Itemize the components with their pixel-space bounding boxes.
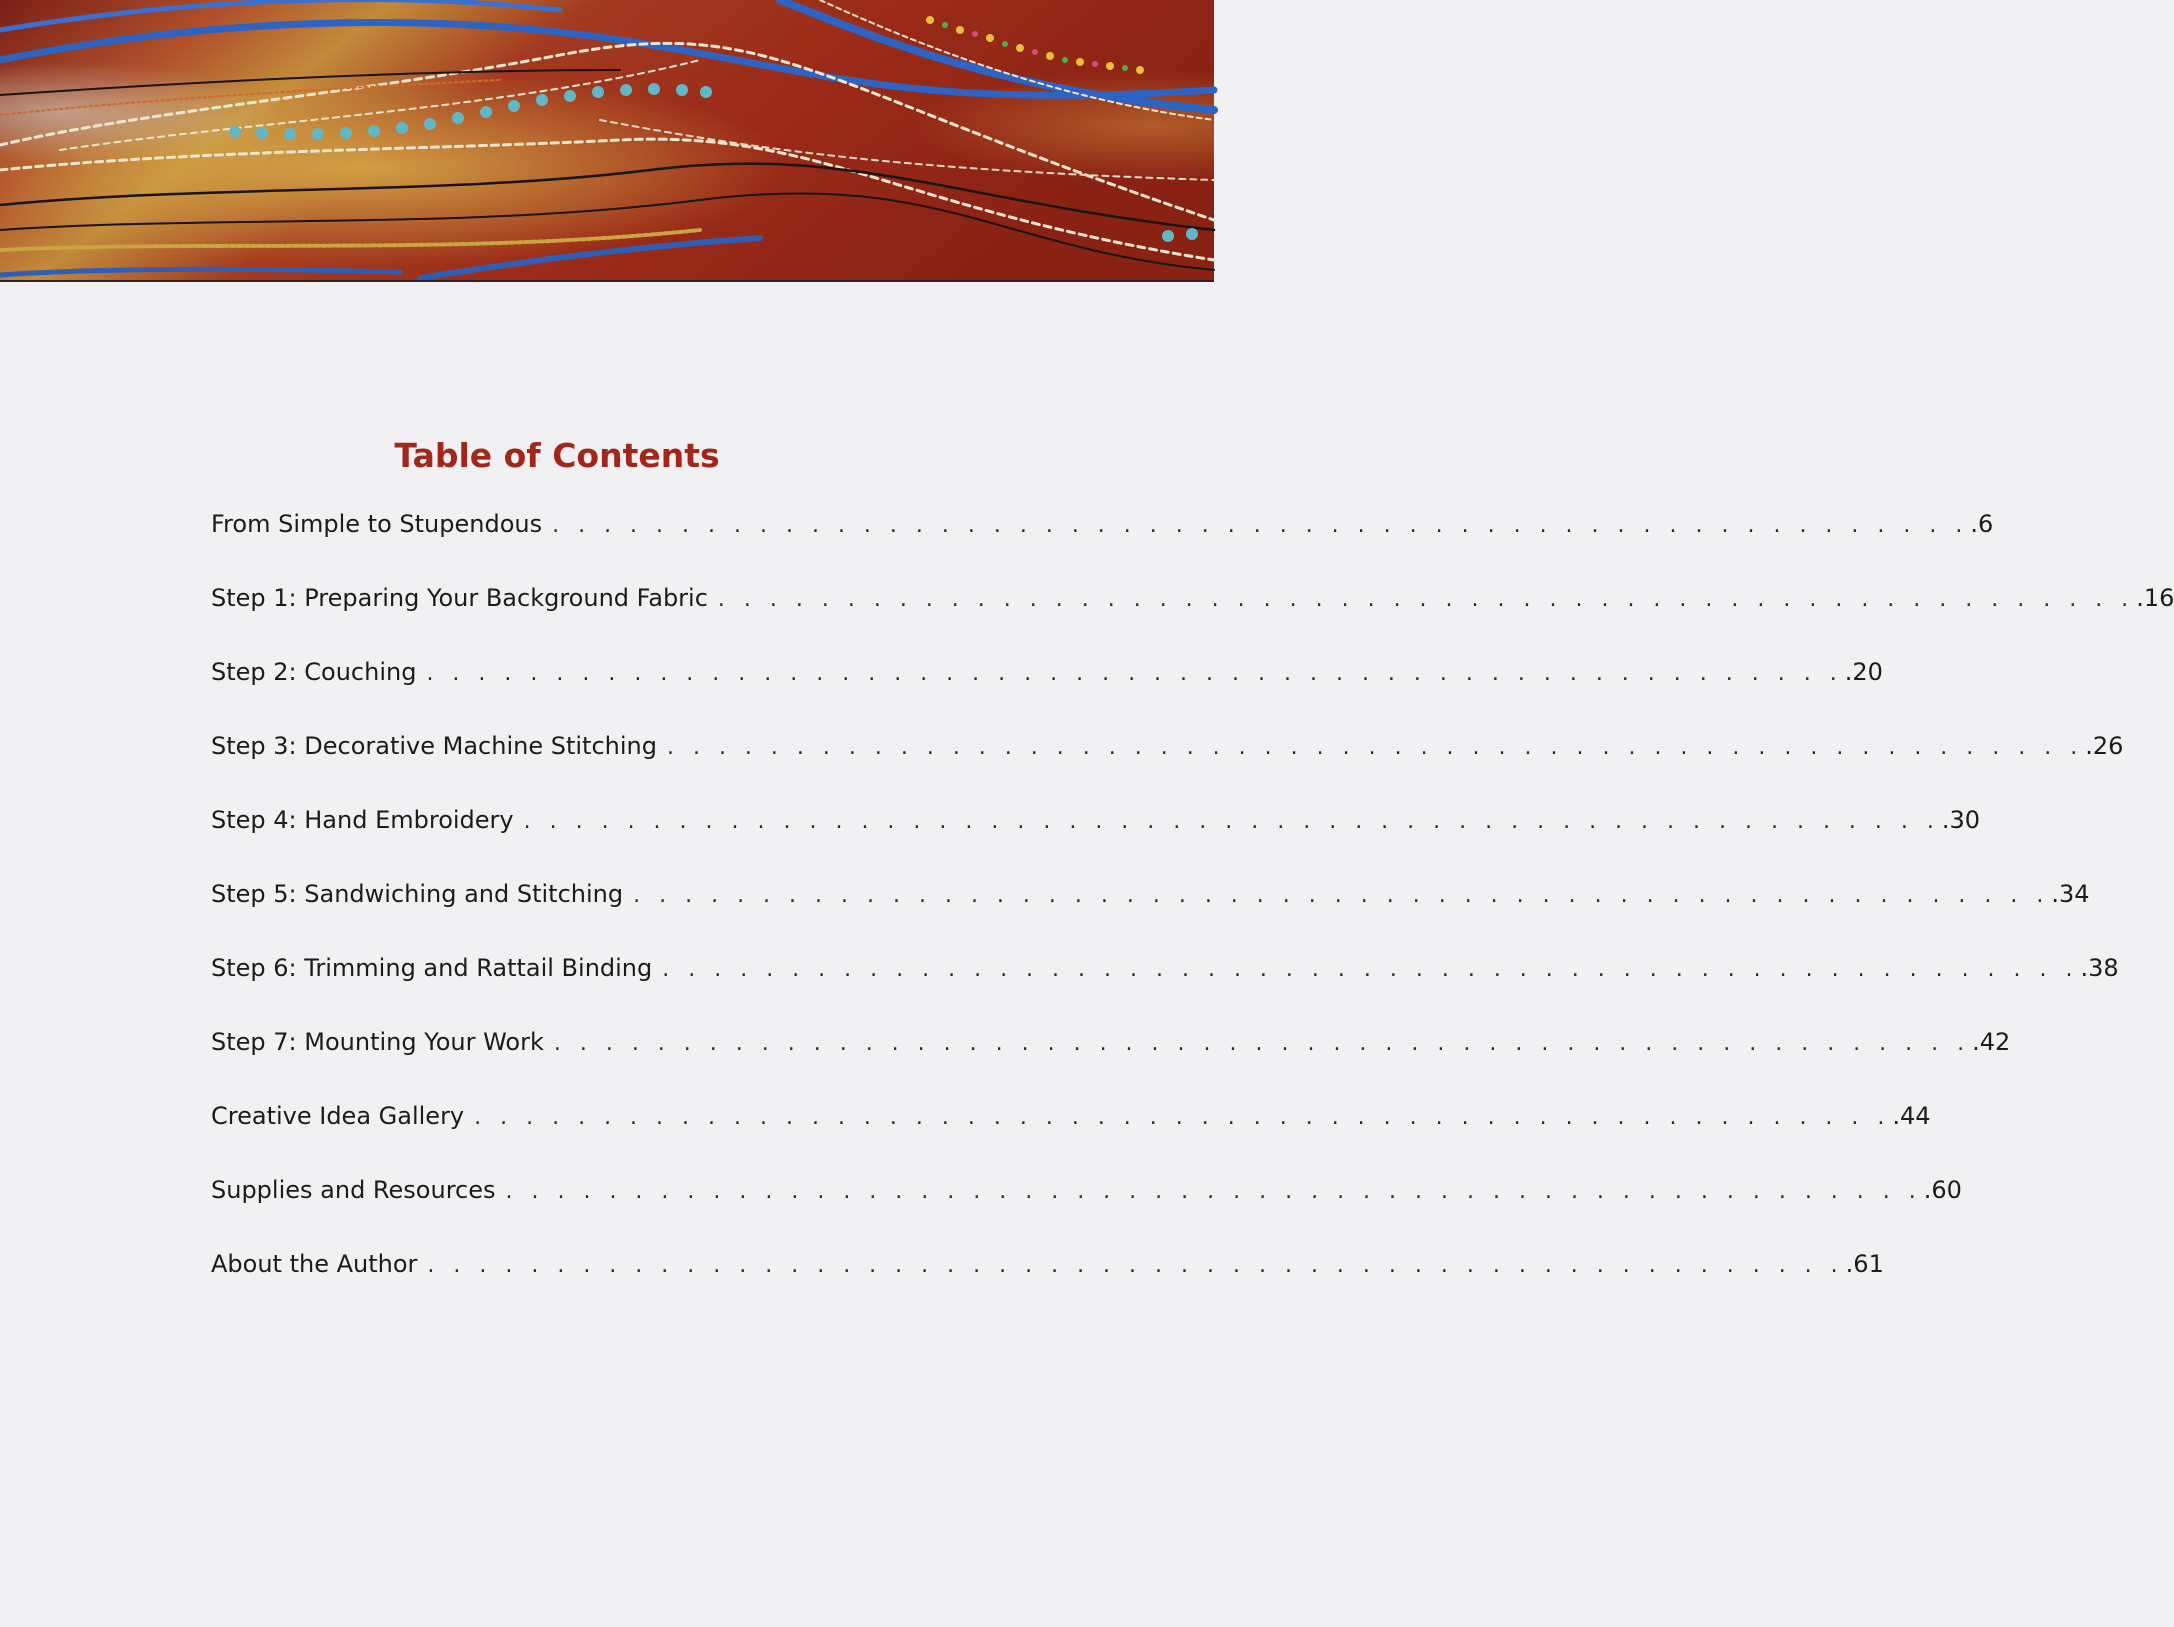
toc-entry-label: From Simple to Stupendous <box>211 510 543 538</box>
quilted-fabric-banner <box>0 0 1214 280</box>
toc-entry-label: Step 1: Preparing Your Background Fabric <box>211 584 708 612</box>
dot-leader: . . . . . . . . . . . . . . . . . . . . . . . . . . . . . . . . . . . . . . . . . . . . . . . . . . . . . . . <box>505 1179 1922 1204</box>
toc-entry-label: Supplies and Resources <box>211 1176 496 1204</box>
dot-leader: . . . . . . . . . . . . . . . . . . . . . . . . . . . . . . . . . . . . . . . . . . . . . . . . . . . . . . . <box>552 513 1969 538</box>
toc-page-number: .6 <box>1970 510 1994 538</box>
dot-leader: . . . . . . . . . . . . . . . . . . . . . . . . . . . . . . . . . . . . . . . . . . . . . . . . . . . . . . . <box>523 809 1940 834</box>
dot-leader: . . . . . . . . . . . . . . . . . . . . . . . . . . . . . . . . . . . . . . . . . . . . . . . . . . . . . . . <box>553 1031 1971 1056</box>
toc-entry <box>211 658 1883 698</box>
toc-entry <box>211 1250 1884 1290</box>
dot-leader: . . . . . . . . . . . . . . . . . . . . . . . . . . . . . . . . . . . . . . . . . . . . . . . . . . . . . . . <box>662 957 2079 982</box>
banner-divider <box>0 280 1214 282</box>
toc-page-number: .20 <box>1844 658 1883 686</box>
toc-page-number: .60 <box>1923 1176 1962 1204</box>
toc-entry-label: Step 7: Mounting Your Work <box>211 1028 544 1056</box>
toc-entry <box>211 732 2124 772</box>
toc-page-number: .26 <box>2085 732 2124 760</box>
toc-entry <box>211 1028 2011 1068</box>
page-title: Table of Contents <box>394 436 720 475</box>
toc-page-number: .61 <box>1845 1250 1884 1278</box>
toc-page-number: .30 <box>1941 806 1981 834</box>
toc-entry-label: Step 4: Hand Embroidery <box>211 806 514 834</box>
dot-leader: . . . . . . . . . . . . . . . . . . . . . . . . . . . . . . . . . . . . . . . . . . . . . . . . . . . . . . . <box>633 883 2050 908</box>
toc-entry <box>211 584 2174 624</box>
toc-entry <box>211 510 1994 550</box>
toc-entry-label: Step 3: Decorative Machine Stitching <box>211 732 657 760</box>
toc-entry <box>211 880 2090 920</box>
toc-entry-label: About the Author <box>211 1250 418 1278</box>
toc-page-number: .42 <box>1972 1028 2011 1056</box>
toc-entry <box>211 954 2119 994</box>
toc-entry <box>211 1176 1962 1216</box>
toc-entry-label: Step 2: Couching <box>211 658 417 686</box>
dot-leader: . . . . . . . . . . . . . . . . . . . . . . . . . . . . . . . . . . . . . . . . . . . . . . . . . . . . . . . <box>666 735 2084 760</box>
toc-entry-label: Creative Idea Gallery <box>211 1102 465 1130</box>
dot-leader: . . . . . . . . . . . . . . . . . . . . . . . . . . . . . . . . . . . . . . . . . . . . . . . . . . . . . . . <box>474 1105 1891 1130</box>
fabric-texture-image <box>0 0 1214 280</box>
toc-page-number: .38 <box>2080 954 2119 982</box>
dot-leader: . . . . . . . . . . . . . . . . . . . . . . . . . . . . . . . . . . . . . . . . . . . . . . . . . . . . . . . <box>426 661 1843 686</box>
dot-leader: . . . . . . . . . . . . . . . . . . . . . . . . . . . . . . . . . . . . . . . . . . . . . . . . . . . . . . . <box>717 587 2135 612</box>
toc-page-number: .44 <box>1892 1102 1931 1130</box>
dot-leader: . . . . . . . . . . . . . . . . . . . . . . . . . . . . . . . . . . . . . . . . . . . . . . . . . . . . . . . <box>427 1253 1844 1278</box>
toc-entry-label: Step 5: Sandwiching and Stitching <box>211 880 624 908</box>
toc-page-number: .16 <box>2136 584 2174 612</box>
toc-page-number: .34 <box>2051 880 2090 908</box>
toc-entry <box>211 806 1981 846</box>
toc-entry <box>211 1102 1931 1142</box>
toc-entry-label: Step 6: Trimming and Rattail Binding <box>211 954 653 982</box>
